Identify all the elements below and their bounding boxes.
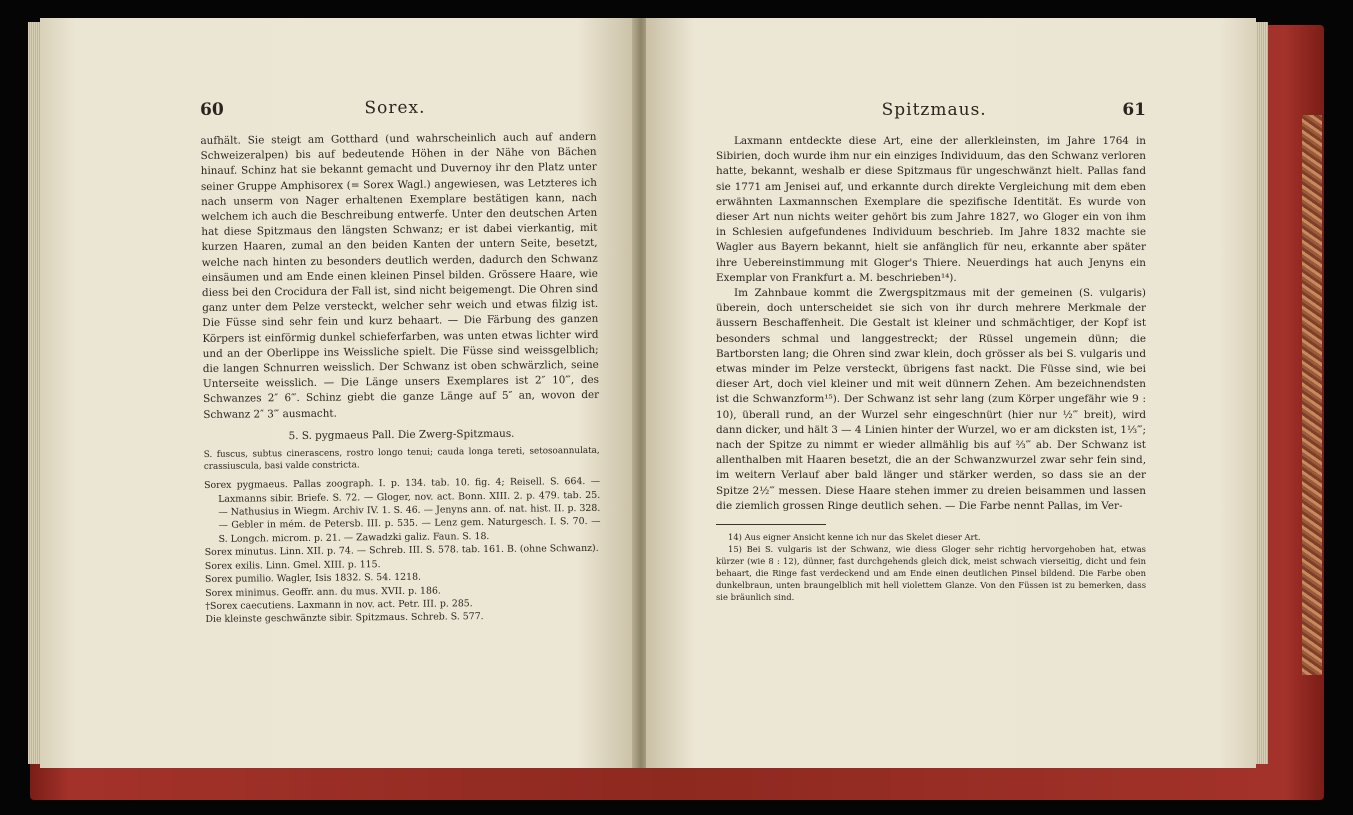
marbled-edge-right [1302,115,1322,675]
footnote: 14) Aus eigner Ansicht kenne ich nur das Skelet dieser Art. [728,532,981,543]
right-page [646,18,1256,768]
body-paragraph: aufhält. Sie steigt am Gotthard (und wahrscheinlich auch auf andern Schweizeralpen) bis auf bedeutende Höhen in der Nähe von Bächen hinauf. Schinz hat sie bekannt gemacht und Duvernoy ihr den Platz unter seiner Gruppe Amphisorex (= Sorex Wagl.) angewiesen, was Letzteres ich nach unserm von Nager erhaltenen Exemplare bestätigen kann, nach welchem ich auch die Beschreibung entwerfe. Unter den deutschen Arten hat diese Spitzmaus den längsten Schwanz; er ist dabei vierkantig, mit kurzen Haaren, zumal an den beiden Kanten der untern Seite, besetzt, welche nach hinten zu besonders deutlich werden, dadurch den Schwanz einsäumen und am Ende einen kleinen Pinsel bilden. Grössere Haare, wie diess bei den Crocidura der Fall ist, sind nicht beigemengt. Die Ohren sind ganz unter dem Pelze versteckt, welcher sehr weich und etwas filzig ist. Die Füsse sind sehr fein und kurz behaart. — Die Färbung des ganzen Körpers ist einförmig dunkel schieferfarben, was unten etwas lichter wird und an der Oberlippe ins Weissliche spielt. Die Füsse sind weissgelblich; die langen Schnurren weisslich. Der Schwanz ist oben schwärzlich, seine Unterseite weisslich. — Die Länge unsers Exemplares ist 2″ 10‴, des Schwanzes 2″ 6‴. Schinz giebt die ganze Länge auf 5″ an, wovon der Schwanz 2″ 3‴ ausmacht. [200,130,600,421]
synonym-entry: †Sorex caecutiens. Laxmann in nov. act. Petr. III. p. 285. [205,598,473,612]
body-paragraph: Im Zahnbaue kommt die Zwergspitzmaus mit der gemeinen (S. vulgaris) überein, doch unterscheidet sie sich von ihr durch mehrere Merkmale der äussern Beschaffenheit. Die Gestalt ist kleiner und schmächtiger, der Kopf ist besonders schmal und langgestreckt; der Rüssel ungemein dünn; die Bartborsten lang; die Ohren sind zwar klein, doch grösser als bei S. vulgaris und etwas minder im Pelze versteckt, übrigens fast nackt. Die Füsse sind, wie bei dieser Art, doch viel kleiner und mit weit dünnern Zehen. Am bezeichnendsten ist die Schwanzform¹⁵). Der Schwanz ist sehr lang (zum Körper ungefähr wie 9 : 10), überall rund, an der Wurzel sehr eingeschnürt (hier nur ½‴ breit), wird dann dicker, und hält 3 — 4 Linien hinter der Wurzel, wo er am dicksten ist, 1⅓‴; nach der Spitze zu nimmt er wieder allmählig bis auf ⅔‴ ab. Der Schwanz ist allenthalben mit Haaren besetzt, die an der Schwanzwurzel zwar sehr fein sind, im weitern Verlauf aber bald länger und stärker werden, so dass sie an der Spitze 2½‴ messen. Diese Haare stehen immer zu dreien beisammen und lassen die ziemlich grossen Ringe deutlich sehen. — Die Farbe nennt Pallas, im Ver- [716,287,1146,512]
left-page-content [200,96,601,627]
running-title-left: Sorex. [364,97,426,119]
body-paragraph: Laxmann entdeckte diese Art, eine der allerkleinsten, im Jahre 1764 in Sibirien, doch wurde ihm nur ein einziges Individuum, das den Schwanz verloren hatte, bekannt, weshalb er diese Spitzmaus für ungeschwänzt hielt. Pallas fand sie 1771 am Jenisei auf, und erkannte durch direkte Vergleichung mit dem eben erwähnten Laxmannschen Exemplare die spezifische Identität. Es wurde von dieser Art nun nichts weiter gehört bis zum Jahre 1827, wo Gloger ein von ihm in Schlesien aufgefundenes Individuum beschrieb. Im Jahre 1832 machte sie Wagler aus Bayern bekannt, hielt sie anfänglich für neu, erkannte aber später ihre Uebereinstimmung mit Gloger's Thiere. Neuerdings hat auch Jenyns ein Exemplar von Frankfurt a. M. beschrieben¹⁴). [716,135,1146,284]
species-diagnosis: S. fuscus, subtus cinerascens, rostro longo tenui; cauda longa tereti, setosoannulata, crassiuscula, basi valde constricta. [203,445,600,473]
synonym-entry: Die kleinste geschwänzte sibir. Spitzmaus. Schreb. S. 577. [205,611,484,626]
left-page [40,18,636,768]
page-number-left: 60 [200,99,224,120]
synonym-entry: Sorex minutus. Linn. XII. p. 74. — Schreb. III. S. 578. tab. 161. B. (ohne Schwanz). [204,543,599,559]
page-number-right: 61 [1122,100,1146,120]
synonym-entry: Sorex pumilio. Wagler, Isis 1832. S. 54. 1218. [204,571,422,586]
right-page-header [716,100,1146,120]
footnote: 15) Bei S. vulgaris ist der Schwanz, wie diess Gloger sehr richtig hervorgehoben hat, etwas kürzer (wie 8 : 12), dünner, fast durchgehends gleich dick, meist schwach vierseitig, dicht und fein behaart, die Ringe fast verdeckend und am Ende einen deutlichen Pinsel bildend. Die Farbe oben dunkelbraun, unten braungelblich mit hell violettem Glanze. Von den Füssen ist zu bemerken, dass sie bräunlich sind. [716,544,1146,603]
footnotes [716,531,1146,603]
synonym-entry: Sorex minimus. Geoffr. ann. du mus. XVII. p. 186. [205,585,441,599]
section-heading: 5. S. pygmaeus Pall. Die Zwerg-Spitzmaus. [288,427,515,442]
synonym-entry: Sorex pygmaeus. Pallas zoograph. I. p. 134. tab. 10. fig. 4; Reisell. S. 664. — Laxmanns sibir. Briefe. S. 72. — Gloger, nov. act. Bonn. XIII. 2. p. 479. tab. 25. — Nathusius in Wiegm. Archiv IV. 1. S. 46. — Jenyns ann. of. nat. hist. II. p. 328. — Gebler in mém. de Petersb. III. p. 535. — Lenz gem. Naturgesch. I. S. 70. — S. Longch. microm. p. 21. — Zawadzki galiz. Faun. S. 18. [203,476,601,545]
running-title-right: Spitzmaus. [881,100,987,120]
synonym-list [204,475,602,627]
synonym-entry: Sorex exilis. Linn. Gmel. XIII. p. 115. [204,558,381,572]
page-block-edge-right [1254,22,1268,764]
left-page-header [200,96,596,120]
footnote-rule [716,524,826,525]
